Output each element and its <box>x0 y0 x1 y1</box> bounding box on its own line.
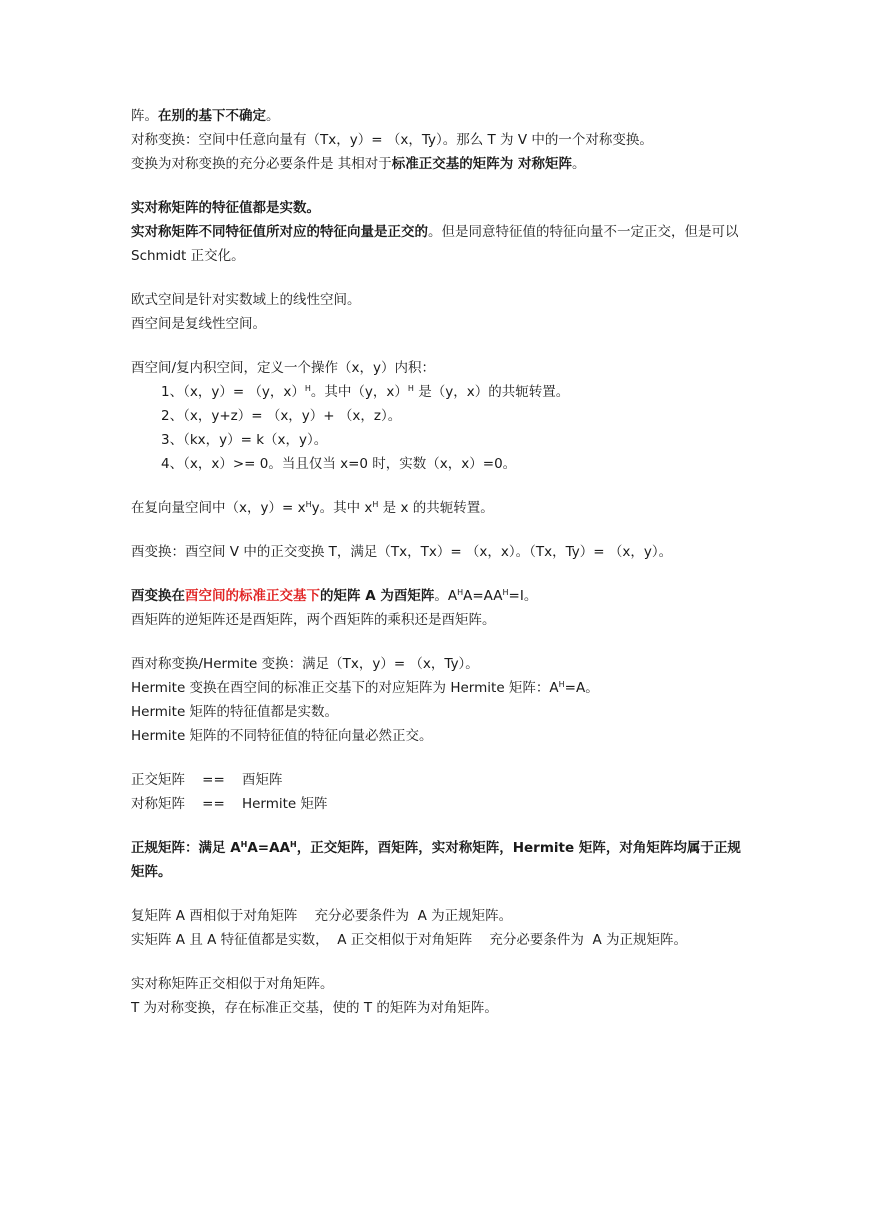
document-page <box>131 104 743 1020</box>
paragraph: 酉变换：酉空间 V 中的正交变换 T，满足（Tx，Tx）= （x，x）。（Tx，Ty）= （x，y）。 <box>131 544 673 560</box>
paragraph: 欧式空间是针对实数域上的线性空间。 <box>131 292 361 308</box>
paragraph: 正规矩阵：满足 $A^HA=AA^H$，正交矩阵，酉矩阵，实对称矩阵，Hermite 矩阵，对角矩阵均属于正规矩阵。 <box>131 840 741 880</box>
emphasis: 标准正交基的矩阵为 对称矩阵 <box>391 156 572 172</box>
list-item: 3、（kx，y）= k（x，y）。 <box>161 432 328 448</box>
paragraph: 阵。在别的基下不确定。 <box>131 108 280 124</box>
paragraph: 实对称矩阵的特征值都是实数。 <box>131 200 320 216</box>
highlight-red: 酉空间的标准正交基下 <box>185 588 320 604</box>
paragraph: 在复向量空间中（x，$y)= x^Hy$。其中 $x^H$ 是 x 的共轭转置。 <box>131 500 494 516</box>
paragraph: 变换为对称变换的充分必要条件是 其相对于标准正交基的矩阵为 对称矩阵。 <box>131 156 586 172</box>
paragraph: 实矩阵 A 且 A 特征值都是实数， A 正交相似于对角矩阵 充分必要条件为 A 为正规矩阵。 <box>131 932 688 948</box>
paragraph: 正交矩阵 == 酉矩阵 <box>131 772 283 788</box>
paragraph: Hermite 变换在酉空间的标准正交基下的对应矩阵为 Hermite 矩阵：$A^H=A$。 <box>131 680 599 696</box>
paragraph: 实对称矩阵不同特征值所对应的特征向量是正交的。但是同意特征值的特征向量不一定正交，但是可以 Schmidt 正交化。 <box>131 224 739 264</box>
paragraph: 复矩阵 A 酉相似于对角矩阵 充分必要条件为 A 为正规矩阵。 <box>131 908 513 924</box>
list-item: 4、（x，x）>= 0。当且仅当 x=0 时，实数（x，x）=0。 <box>161 456 517 472</box>
emphasis: 实对称矩阵不同特征值所对应的特征向量是正交的 <box>131 224 428 240</box>
paragraph: 对称矩阵 == Hermite 矩阵 <box>131 796 328 812</box>
list-item: 2、（x，y+z）= （x，y）+ （x，z）。 <box>161 408 402 424</box>
paragraph: Hermite 矩阵的特征值都是实数。 <box>131 704 339 720</box>
paragraph: 酉空间是复线性空间。 <box>131 316 266 332</box>
paragraph: 酉矩阵的逆矩阵还是酉矩阵，两个酉矩阵的乘积还是酉矩阵。 <box>131 612 496 628</box>
paragraph: Hermite 矩阵的不同特征值的特征向量必然正交。 <box>131 728 433 744</box>
paragraph: 酉变换在酉空间的标准正交基下的矩阵 A 为酉矩阵。$A^HA=AA^H=I$。 <box>131 588 538 604</box>
paragraph: 实对称矩阵正交相似于对角矩阵。 <box>131 976 334 992</box>
paragraph: 对称变换：空间中任意向量有（Tx，y）= （x，Ty）。那么 T 为 V 中的一个对称变换。 <box>131 132 653 148</box>
paragraph: 酉空间/复内积空间，定义一个操作（x，y）内积： <box>131 360 436 376</box>
emphasis: 在别的基下不确定 <box>158 108 266 124</box>
paragraph: 酉对称变换/Hermite 变换：满足（Tx，y）= （x，Ty）。 <box>131 656 479 672</box>
paragraph: T 为对称变换，存在标准正交基，使的 T 的矩阵为对角矩阵。 <box>131 1000 498 1016</box>
list-item: 1、（x，y）= （y，x）$^H$。其中（y，x）$^H$ 是（y，x）的共轭转置。 <box>161 384 570 400</box>
